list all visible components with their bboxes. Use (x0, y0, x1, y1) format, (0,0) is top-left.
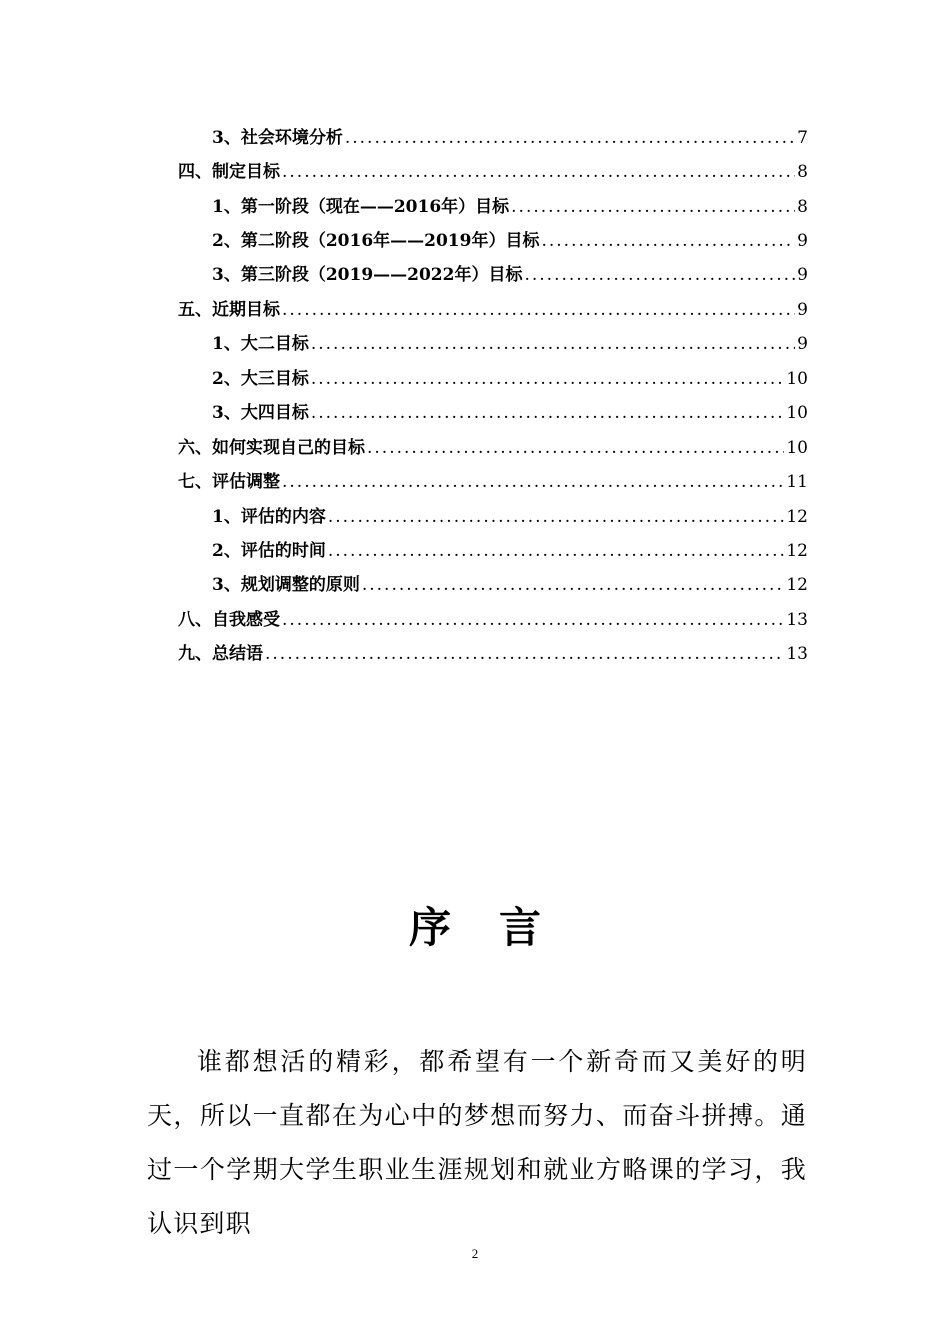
preface-title: 序言 (408, 903, 589, 952)
toc-entry-label: 3、规划调整的原则 (212, 575, 360, 595)
toc-entry[interactable] (178, 603, 808, 637)
toc-entry-label: 2、大三目标 (212, 369, 309, 389)
toc-entry-page: 9 (797, 300, 808, 320)
toc-entry[interactable] (212, 190, 808, 224)
toc-leader-dots (265, 637, 784, 671)
toc-leader-dots (282, 155, 795, 189)
toc-entry-page: 12 (786, 507, 808, 527)
toc-entry-label: 3、大四目标 (212, 403, 309, 423)
toc-entry[interactable] (212, 258, 808, 292)
toc-leader-dots (345, 121, 795, 155)
preface-body (147, 1035, 807, 1251)
toc-entry-page: 7 (797, 128, 808, 148)
page-number: 2 (471, 1246, 479, 1261)
toc-entry[interactable] (212, 121, 808, 155)
toc-entry-label: 五、近期目标 (178, 300, 280, 320)
toc-entry[interactable] (212, 327, 808, 361)
toc-entry-label: 3、社会环境分析 (212, 128, 343, 148)
toc-leader-dots (311, 362, 785, 396)
toc-entry[interactable] (178, 465, 808, 499)
toc-entry-page: 8 (797, 162, 808, 182)
toc-entry-label: 八、自我感受 (178, 610, 280, 630)
toc-leader-dots (362, 568, 785, 602)
toc-entry-page: 13 (786, 644, 808, 664)
toc-entry-label: 四、制定目标 (178, 162, 280, 182)
toc-leader-dots (282, 293, 795, 327)
toc-entry[interactable] (178, 155, 808, 189)
toc-entry[interactable] (212, 396, 808, 430)
toc-entry-page: 12 (786, 575, 808, 595)
toc-entry-label: 3、第三阶段（2019——2022年）目标 (212, 265, 523, 285)
toc-leader-dots (367, 431, 784, 465)
toc-leader-dots (541, 224, 795, 258)
toc-entry-label: 六、如何实现自己的目标 (178, 438, 365, 458)
toc-entry-page: 10 (786, 403, 808, 423)
toc-entry-label: 1、第一阶段（现在——2016年）目标 (212, 197, 510, 217)
toc-entry[interactable] (212, 534, 808, 568)
preface-paragraph: 谁都想活的精彩，都希望有一个新奇而又美好的明天，所以一直都在为心中的梦想而努力、而奋斗拼搏。通过一个学期大学生职业生涯规划和就业方略课的学习，我认识到职 (147, 1047, 807, 1238)
toc-entry-page: 9 (797, 231, 808, 251)
toc-leader-dots (328, 500, 785, 534)
toc-entry[interactable] (212, 362, 808, 396)
toc-entry-page: 9 (797, 334, 808, 354)
toc-entry-page: 11 (786, 472, 808, 492)
toc-entry-label: 九、总结语 (178, 644, 263, 664)
toc-entry-label: 1、评估的内容 (212, 507, 326, 527)
toc-entry-page: 8 (797, 197, 808, 217)
toc-leader-dots (311, 327, 795, 361)
toc-entry-label: 2、第二阶段（2016年——2019年）目标 (212, 231, 540, 251)
toc-leader-dots (511, 190, 795, 224)
toc-entry[interactable] (212, 568, 808, 602)
toc-entry[interactable] (212, 224, 808, 258)
toc-entry-page: 10 (786, 369, 808, 389)
toc-leader-dots (282, 603, 784, 637)
toc-entry-label: 2、评估的时间 (212, 541, 326, 561)
toc-entry-label: 七、评估调整 (178, 472, 280, 492)
toc-entry[interactable] (178, 431, 808, 465)
toc-leader-dots (311, 396, 785, 430)
toc-entry-page: 9 (797, 265, 808, 285)
toc-leader-dots (282, 465, 784, 499)
toc-leader-dots (328, 534, 785, 568)
toc-entry-page: 12 (786, 541, 808, 561)
toc-entry[interactable] (178, 293, 808, 327)
toc-entry-page: 10 (786, 438, 808, 458)
toc-entry-page: 13 (786, 610, 808, 630)
toc-entry[interactable] (178, 637, 808, 671)
toc-entry[interactable] (212, 500, 808, 534)
toc-entry-label: 1、大二目标 (212, 334, 309, 354)
toc-leader-dots (524, 258, 795, 292)
